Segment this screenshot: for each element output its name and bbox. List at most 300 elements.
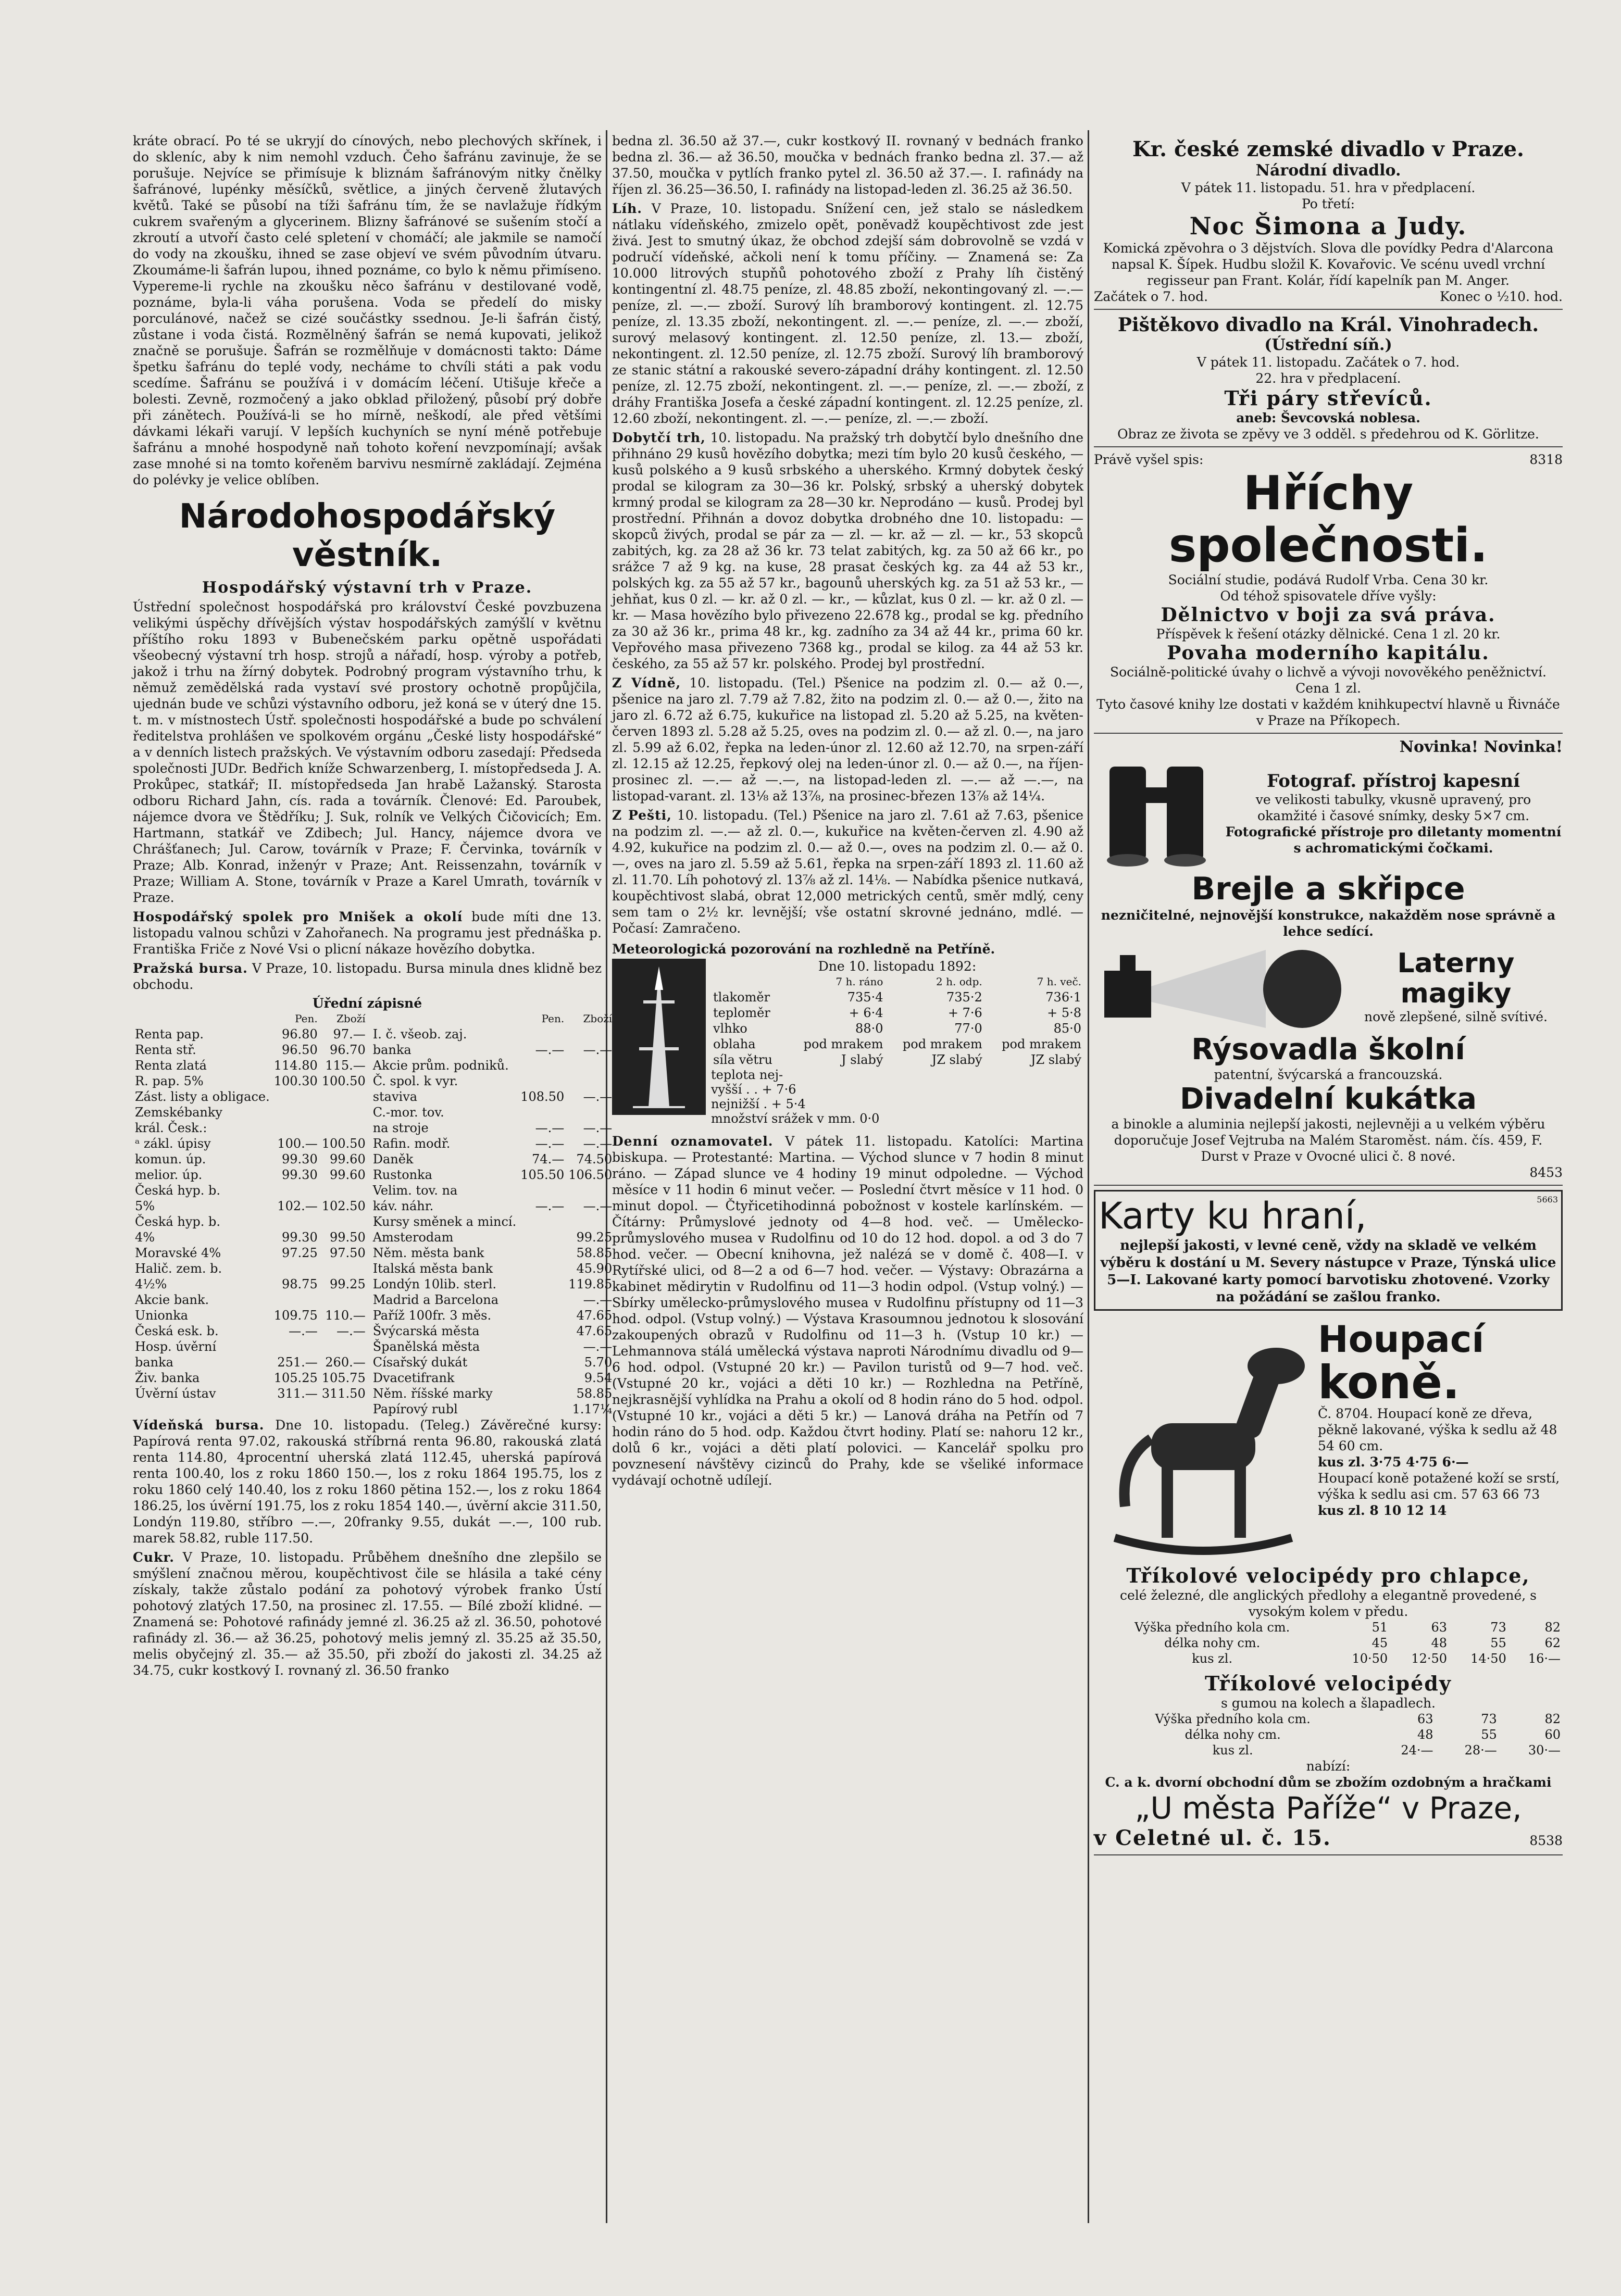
ad-subtitle: (Ústřední síň.): [1264, 336, 1392, 354]
kurs-right-cell: káv. náhr.: [372, 1199, 434, 1213]
article-cukr-cont: bedna zl. 36.50 až 37.—, cukr kostkový II. rovnaný v bednách franko bedna zl. 36.— až 36.50, moučka v bednách franko bedna zl. 37.— až 37.50, moučka v pytlích franko pytel zl. 36.50 až 37.—. I. rafinády na říjen zl. 36.25—36.50, I. rafinády na listopad-leden zl. 36.25 až 36.50.: [612, 133, 1083, 197]
kurs-right-cell: 58.85: [576, 1386, 613, 1401]
subheading-cukr: Cukr.: [133, 1550, 174, 1565]
kurs-left-cell: 99.60: [330, 1168, 366, 1182]
article-denni-text: V pátek 11. listopadu. Katolíci: Martina biskupa. — Protestanté: Martina. — Východ slunce v 7 hodin 8 minut ráno. — Západ slunce ve 4 hodiny 19 minut odpoledne. — Východ měsíce v 11 hodin 6 minut večer. — Poslední čtvrt měsíce v 11 hod. 0 minut dopol. — Čtyřicetihodinná pobožnost v kostele karlínském. — Čítárny: Průmyslové jednoty od 4—8 hod. več. — Umělecko-průmyslového musea v Rudolfinu od 10 do 12 hod. dopol. a od 3 do 7 hod. večer. — Obecní knihovna, jež nalézá se v domě č. 408—I. v Rytířské ulici, od 8—2 a od 6—7 hod. večer. — Výstavy: Obrazárna a kabinet mědirytin v Rudolfinu od 11—3 hodin odpol. (Vstup volný.) — Sbírky umělecko-průmyslového musea v Rudolfinu přístupny od 11—3 hod. odpol. (Vstup volný.) — Výstava Krasoumnou jednotou k slosování zakoupených obrazů v Rudolfinu od 11—3 h. (Vstup 10 kr.) — Lehmannova stálá umělecká výstava naproti Národnímu divadlu od 9—6 hod. odpol. (Vstupné 20 kr.) — Pavilon turistů od 9—7 hod. več. (Vstupné 20 kr., vojáci a děti 10 kr.) — Rozhledna na Petříně, nejkrasnější vyhlídka na Prahu a okolí od 8 hodin ráno do 5 hod. odpol. (Vstupné 10 kr., vojáci a děti 5 kr.) — Lanová dráha na Petřín od 7 hodin ráno do 5 hod. odp. Každou čtvrt hodiny. Platí se: nahoru 12 kr., dolů 6 kr., vojáci a děti platí polovici. — Kancelář spolku pro povznesení návštěvy cizinců do Prahy, kde se všeliké informace vydávají ochotně udílejí.: [612, 1134, 1083, 1488]
kurs-right-row: [371, 1370, 615, 1386]
kurs-left-cell: 99.50: [330, 1230, 366, 1245]
meteo-cell: vlhko: [713, 1021, 747, 1036]
ad-play-title: Noc Šimona a Judy.: [1189, 212, 1467, 240]
ad-desc-2: Houpací koně potažené koží se srstí, výška k sedlu asi cm. 57 63 66 73: [1318, 1471, 1560, 1502]
meteo-header-cell: 7 h. ráno: [836, 975, 883, 988]
meteo-cell: teploměr: [713, 1006, 770, 1020]
kurs-right-row: [371, 1245, 615, 1261]
kurs-left-cell: 105.25: [273, 1371, 318, 1385]
velociped-2-row: [1094, 1727, 1563, 1742]
kurs-right-cell: 119.85: [568, 1277, 613, 1291]
kurs-left-cell: 109.75: [273, 1308, 318, 1323]
kurs-right-row: [371, 1042, 615, 1058]
kurs-right-cell: [518, 1401, 566, 1417]
kurs-right-cell: —.—: [535, 1121, 565, 1135]
velociped-1-cell: délka nohy cm.: [1164, 1636, 1261, 1650]
ad-title: Kr. české zemské divadlo v Praze.: [1132, 137, 1524, 161]
ad-narodni-divadlo: [1094, 133, 1563, 310]
kurs-right-cell: Velim. tov. na: [372, 1183, 458, 1198]
subheading-z-pesti: Z Pešti,: [612, 808, 672, 823]
kurs-left-cell: 96.70: [330, 1043, 366, 1057]
velociped-2-row: [1094, 1742, 1563, 1758]
kurs-right-cell: 45.90: [576, 1261, 613, 1276]
ad-laterna-desc: nově zlepšené, silně svítivé.: [1364, 1009, 1548, 1024]
kurs-right-row: [371, 1292, 615, 1308]
kurs-left-cell: [320, 1292, 368, 1308]
kurs-left-cell: [320, 1183, 368, 1198]
velociped-1-cell: 82: [1544, 1620, 1561, 1635]
ad-kone-row: [1094, 1319, 1563, 1559]
ad-line: Po třetí:: [1301, 196, 1355, 211]
velociped-table-1: [1094, 1620, 1563, 1666]
kurs-right-cell: —.—: [583, 1339, 613, 1354]
kurs-left-cell: 102.50: [321, 1199, 366, 1213]
kurs-left-cell: Česká hyp. b.: [135, 1183, 220, 1198]
kurs-left-cell: melior. úp.: [135, 1168, 203, 1182]
kurs-right-cell: [518, 1245, 566, 1261]
velociped-table-2: [1094, 1711, 1563, 1758]
kurs-right-cell: —.—: [583, 1121, 613, 1135]
meteo-cell: + 7·6: [947, 1006, 982, 1020]
kurs-left-cell: R. pap. 5%: [135, 1074, 204, 1088]
article-spolek: [133, 909, 602, 957]
kurs-right-cell: [566, 1214, 614, 1229]
kurs-left-cell: 4½%: [135, 1277, 167, 1291]
ad-laterna-text: [1349, 948, 1563, 1025]
article-lih-text: V Praze, 10. listopadu. Snížení cen, jež stalo se následkem nátlaku vídeňského, zmizelo opět, poněvadž koupěchtivost zde jest živá. Jest to smutný úkaz, že obchod zdejší sám dobrovolně se vzdá v područí vídeňské, ačkoli není k tomu příčiny. — Znamená se: Za 10.000 litrových stupňů pohotového zboží z Prahy líh čistěný kontingentní zl. 48.75 peníze, zl. 48.85 zboží, nekontingovaný zl. —.— peníze, zl. —.— zboží. Surový líh bramborový kontingent. zl. 12.75 peníze, zl. 13.35 zboží, nekontingent. zl. —.— peníze, zl. —.— zboží, surový melasový kontingent. zl. 12.50 peníze, zl. 13.— zboží, nekontingent. zl. 12.50 peníze, zl. 12.75 zboží. Surový líh bramborový ze stanic státní a rakouské severo-západní dráhy kontingent. zl. 12.50 peníze, zl. 12.75 zboží, nekontingent. zl. —.— peníze, zl. —.— zboží, z dráhy Františka Josefa a české západní kontingent. zl. 12.25 peníze, zl. 12.60 zboží, nekontingent. zl. —.— peníze, zl. —.— zboží.: [612, 201, 1083, 426]
kurs-right-row: [371, 1354, 615, 1370]
velociped-1-cell: 51: [1371, 1620, 1388, 1635]
velociped-2-cell: 60: [1544, 1727, 1561, 1742]
meteo-cell: síla větru: [713, 1052, 772, 1067]
article-spolek-text: bude míti dne 13. listopadu valnou schůzi v Zahořanech. Na programu jest přednáška p. Františka Fričе z Nové Vsi o plicní nákaze hovězího dobytka.: [133, 909, 602, 957]
kurs-right-row: [371, 1401, 615, 1417]
meteo-cell: 77·0: [954, 1021, 982, 1036]
ad-line: V pátek 11. listopadu. 51. hra v předplacení.: [1181, 180, 1476, 195]
meteo-header: [711, 974, 1083, 989]
kurs-left-cell: 97.—: [333, 1027, 366, 1042]
column-2: [612, 133, 1083, 2218]
kurs-right-cell: 47.65: [576, 1324, 613, 1338]
velociped-2-cell: 24·—: [1401, 1743, 1433, 1758]
article-bursa: [133, 960, 602, 993]
kurs-right-cell: —.—: [583, 1199, 613, 1213]
kurs-right-cell: [566, 1073, 614, 1089]
kurs-left-row: [133, 1339, 368, 1354]
kurs-left-cell: [272, 1120, 320, 1136]
meteo-header-cell: 7 h. več.: [1037, 975, 1081, 988]
ad-book3-title: Povaha moderního kapitálu.: [1167, 642, 1490, 664]
kurs-right-cell: 58.85: [576, 1246, 613, 1260]
kurs-right-cell: Císařský dukát: [372, 1355, 468, 1370]
kurs-left-cell: 97.25: [282, 1246, 318, 1260]
ad-title-1: Houpací: [1318, 1318, 1485, 1361]
velociped-2-cell: Výška předního kola cm.: [1155, 1712, 1311, 1726]
kurs-left-cell: [272, 1339, 320, 1354]
velociped-2-cell: 73: [1481, 1712, 1497, 1726]
kurs-left-cell: [272, 1261, 320, 1276]
subheading-viden: Vídeňská bursa.: [133, 1417, 265, 1433]
kurs-right-cell: Č. spol. k vyr.: [372, 1074, 458, 1088]
ad-camera-row: [1094, 756, 1563, 871]
ad-karty-header: [1099, 1195, 1558, 1237]
kurs-right-cell: Rustonka: [372, 1168, 432, 1182]
velociped-1-cell: kus zl.: [1192, 1651, 1233, 1666]
velociped-2-cell: 63: [1417, 1712, 1433, 1726]
article-viden: [133, 1417, 602, 1546]
kurs-left-cell: [320, 1214, 368, 1229]
ad-number: 8538: [1529, 1833, 1563, 1848]
kurs-left-row: [133, 1276, 368, 1292]
meteo-header-cell: [711, 974, 786, 989]
kurs-right-cell: 9.54: [584, 1371, 613, 1385]
kurs-left-row: [133, 1105, 368, 1120]
article-cukr-text: V Praze, 10. listopadu. Průběhem dnešního dne zlepšilo se smýšlení značnou měrou, koupěchtivost čile se hlásila a také cény získaly, takže zůstalo podání za pohotový výrobek franko Ústí pohotový zlatých 17.50, na prosinec zl. 17.55. — Bílé zboží klidné. — Znamená se: Pohotové rafinády jemné zl. 36.25 až zl. 36.50, pohotové rafinády zl. 36.— až 36.25, pohotový melis jemný zl. 35.25 až 35.50, melis obyčejný zl. 35.— až 35.50, při zboží do jakosti zl. 34.25 až 34.75, cukr kostkový I. rovnaný zl. 36.50 franko: [133, 1550, 602, 1678]
kurs-right-cell: Londýn 10lib. sterl.: [372, 1277, 497, 1291]
meteo-table: [711, 974, 1083, 1068]
kurs-right-cell: 74.—: [532, 1152, 565, 1166]
subheading-dobytci: Dobytčí trh,: [612, 430, 706, 445]
meteo-cell: 88·0: [855, 1021, 883, 1036]
kurs-left-cell: 100.30: [273, 1074, 318, 1088]
kurs-right-cell: [518, 1026, 566, 1042]
kurs-right-row: [371, 1308, 615, 1323]
kurs-left-cell: Česká esk. b.: [135, 1324, 219, 1338]
meteo-cell: + 6·4: [849, 1006, 883, 1020]
kurs-left-cell: 96.80: [282, 1027, 318, 1042]
kurs-right-cell: Rafin. modř.: [372, 1136, 451, 1151]
kurs-left-cell: —.—: [336, 1324, 366, 1338]
kurs-left-row: [133, 1073, 368, 1089]
ad-description2: Fotografické přístroje pro diletanty momentní s achromatickými čočkami.: [1225, 824, 1562, 856]
kurs-left-row: [133, 1151, 368, 1167]
ad-shop-line: C. a k. dvorní obchodní dům se zbožím ozdobným a hračkami: [1105, 1775, 1552, 1790]
ad-pre: Právě vyšel spis:: [1094, 452, 1204, 467]
ad-book3-desc: Sociálně-politické úvahy o lichvě a vývoji novověkého peněžnictví. Cena 1 zl.: [1110, 664, 1547, 696]
kurs-right-cell: Kursy směnek a mincí.: [372, 1214, 517, 1229]
kurs-left-cell: 260.—: [325, 1355, 366, 1370]
kurs-left-cell: 115.—: [325, 1058, 366, 1073]
ad-laterna-title: Laterny magiky: [1397, 947, 1515, 1009]
velociped-1-cell: Výška předního kola cm.: [1134, 1620, 1290, 1635]
ad-start: Začátek o 7. hod.: [1094, 289, 1208, 304]
kurs-table-right: [371, 1011, 615, 1417]
kurs-right-cell: 1.17¼: [572, 1402, 613, 1416]
kurs-right-cell: 99.25: [576, 1230, 613, 1245]
kurs-right-cell: 74.50: [576, 1152, 613, 1166]
kurs-left-cell: 97.50: [330, 1246, 366, 1260]
meteo-cell: pod mrakem: [1002, 1037, 1081, 1051]
kurs-right-row: [371, 1073, 615, 1089]
velociped-1-cell: 12·50: [1411, 1651, 1448, 1666]
kurs-left-row: [133, 1386, 368, 1401]
meteo-cell: JZ slabý: [1030, 1052, 1081, 1067]
kurs-right-cell: 105.50: [520, 1168, 565, 1182]
article-denni: [612, 1133, 1083, 1488]
meteo-row: [711, 1021, 1083, 1036]
kurs-left-cell: Živ. banka: [135, 1371, 200, 1385]
velociped-1-cell: 62: [1544, 1636, 1561, 1650]
ad-book-title: Hříchy společnosti.: [1168, 466, 1488, 573]
kurs-left-cell: ᵃ zákl. úpisy: [135, 1136, 211, 1151]
kurs-right-cell: —.—: [535, 1136, 565, 1151]
kurs-right-row: [371, 1198, 615, 1214]
kurs-right-row: [371, 1136, 615, 1151]
rocking-horse-illustration: [1094, 1319, 1313, 1559]
ad-description: Komická zpěvohra o 3 dějstvích. Slova dle povídky Pedra d'Alarcona napsal K. Šípek. Hudbu složil K. Kovařovic. Ve scénu uvedl vrchní regisseur pan Frant. Kolár, řídí kapelník pan M. Anger.: [1103, 241, 1554, 288]
ad-brejle-desc: nezničitelné, nejnovější konstrukce, nakažděm nose správně a lehce sedící.: [1101, 908, 1556, 939]
kurs-right-row: [371, 1120, 615, 1136]
meteo-extra-line: nejnižší . + 5·4: [711, 1097, 806, 1111]
ad-price-1: kus zl. 3·75 4·75 6·—: [1318, 1454, 1469, 1470]
kurs-left-cell: [320, 1120, 368, 1136]
kurs-right-cell: —.—: [535, 1043, 565, 1057]
kurs-left-cell: [272, 1105, 320, 1120]
ad-number: 5663: [1537, 1195, 1558, 1205]
ad-title: Pištěkovo divadlo na Král. Vinohradech.: [1117, 314, 1539, 336]
meteo-cell: tlakoměr: [713, 990, 770, 1005]
kurs-left-cell: 99.25: [330, 1277, 366, 1291]
meteo-cell: pod mrakem: [902, 1037, 982, 1051]
kurs-right-cell: Španělská města: [372, 1339, 480, 1354]
ad-velociped-desc: celé železné, dle anglických předlohy a elegantně provedené, s vysokým kolem v předu.: [1120, 1588, 1537, 1619]
article-z-vidne-text: 10. listopadu. (Tel.) Pšenice na podzim zl. 0.— až 0.—, pšenice na jaro zl. 7.79 až 7.82, žito na podzim zl. 0.— až 0.—, žito na jaro zl. 6.72 až 6.75, kukuřice na listopad zl. 5.20 až 5.25, na květen-červen 1893 zl. 5.28 až 5.25, oves na podzim zl. 0.— až zl. 0.—, na jaro zl. 5.99 až 6.02, řepka na leden-únor zl. 12.60 až 12.70, na srpen-září zl. 12.15 až 12.25, řepkový olej na leden-únor zl. 0.— až 0.—, na říjen-prosinec zl. —.— až —.—, na listopad-leden zl. —.— až —.—, na listopad-varant. zl. 13⅛ až 13⅞, na prosinec-březen 13⅞ až 14¼.: [612, 675, 1083, 804]
kurs-left-row: [133, 1136, 368, 1151]
article-z-vidne: [612, 675, 1083, 804]
kurs-left-cell: [272, 1214, 320, 1229]
ad-brejle-title: Brejle a skřipce: [1191, 871, 1465, 907]
kurs-right-header-cell: [371, 1011, 519, 1026]
meteo-title: Meteorologická pozorování na rozhledně na Petříně.: [612, 942, 995, 957]
ad-description: nejlepší jakosti, v levné ceně, vždy na skladě ve velkém výběru k dostání u M. Severy nástupce v Praze, Týnská ulice 5—I. Lakované karty pomocí barvotisku zhotovené. Vzorky na požádání se zašlou franko.: [1100, 1238, 1556, 1305]
petrin-tower-illustration: [612, 959, 706, 1115]
kurs-left-row: [133, 1198, 368, 1214]
meteo-cell: JZ slabý: [931, 1052, 982, 1067]
magic-lantern-illustration: [1094, 939, 1344, 1033]
kurs-right-row: [371, 1261, 615, 1276]
kurs-left-row: [133, 1292, 368, 1308]
velociped-2-cell: 82: [1544, 1712, 1561, 1726]
kurs-left-cell: Úvěrní ústav: [135, 1386, 216, 1401]
ad-price-2: kus zl. 8 10 12 14: [1318, 1503, 1447, 1518]
kurs-right-cell: 5.70: [584, 1355, 613, 1370]
ad-karty: [1094, 1190, 1563, 1311]
ad-header-row: [1094, 451, 1563, 468]
velociped-1-cell: 14·50: [1470, 1651, 1506, 1666]
kurs-right-cell: —.—: [535, 1199, 565, 1213]
kurs-left-cell: 110.—: [325, 1308, 366, 1323]
kurs-left-row: [133, 1026, 368, 1042]
kurs-left-header-cell: Zboží: [336, 1012, 366, 1025]
kurs-right-row: [371, 1183, 615, 1198]
kurs-right-cell: Akcie prům. podniků.: [372, 1058, 509, 1073]
kurs-left-cell: 105.75: [321, 1371, 366, 1385]
kurs-left-row: [133, 1167, 368, 1183]
kurs-right-cell: Papírový rubl: [372, 1402, 458, 1416]
ad-book2-title: Dělnictvo v boji za svá práva.: [1161, 604, 1496, 626]
meteo-cell: J slabý: [841, 1052, 883, 1067]
meteo-block: [612, 959, 1083, 1126]
velociped-1-row: [1094, 1620, 1563, 1635]
kurs-right-cell: banka: [372, 1043, 412, 1057]
velociped-2-cell: 55: [1481, 1727, 1497, 1742]
ad-subtitle: Národní divadlo.: [1255, 161, 1401, 180]
velociped-2-cell: délka nohy cm.: [1184, 1727, 1281, 1742]
kurs-right-cell: [518, 1261, 566, 1276]
kurs-right-cell: [518, 1229, 566, 1245]
subheading-vystavni-trh: Hospodářský výstavní trh v Praze.: [202, 579, 533, 597]
velociped-1-row: [1094, 1635, 1563, 1651]
kurs-left-row: [133, 1370, 368, 1386]
ad-play-title: Tři páry střevíců.: [1224, 386, 1432, 410]
kurs-right-header: [371, 1011, 615, 1026]
kurs-left-cell: 99.30: [282, 1230, 318, 1245]
subheading-bursa: Pražská bursa.: [133, 961, 248, 976]
kurs-right-row: [371, 1105, 615, 1120]
article-dobytci-trh: [612, 430, 1083, 672]
meteo-cell: + 5·8: [1047, 1006, 1081, 1020]
ad-kukatka-title: Divadelní kukátka: [1180, 1082, 1477, 1116]
ad-kukatka-desc: a binokle a aluminia nejlepší jakosti, nejlevněji a u velkém výběru doporučuje Josef Vejtruba na Malém Staroměst. nám. čís. 459, F. Durst v Praze v Ovocné ulici č. 8 nové.: [1111, 1116, 1545, 1164]
kurs-left-cell: Hosp. úvěrní: [135, 1339, 217, 1354]
kurs-left-row: [133, 1042, 368, 1058]
kurs-right-cell: [566, 1058, 614, 1073]
velociped-1-cell: 45: [1371, 1636, 1388, 1650]
kurs-left-cell: 96.50: [282, 1043, 318, 1057]
column-3-advertisements: [1094, 133, 1563, 2218]
ad-shop-address: v Celetné ul. č. 15.: [1094, 1826, 1331, 1850]
kurs-right-cell: Daněk: [372, 1152, 414, 1166]
kurs-right-cell: [518, 1073, 566, 1089]
ad-shop-footer: [1094, 1826, 1563, 1850]
subheading-denni: Denní oznamovatel.: [612, 1134, 774, 1149]
kurs-right-cell: [518, 1292, 566, 1308]
meteo-extra-line: vyšší . . + 7·6: [711, 1082, 796, 1097]
meteo-cell: pod mrakem: [803, 1037, 883, 1051]
kurs-left-cell: Akcie bank.: [135, 1293, 209, 1307]
ad-line: V pátek 11. listopadu. Začátek o 7. hod.: [1196, 355, 1460, 370]
article-viden-text: Dne 10. listopadu. (Teleg.) Závěrečné kursy: Papírová renta 97.02, rakouská stříbrná renta 96.80, rakouská zlatá renta 114.80, 4procentní uherská zlatá 112.45, uherská papírová renta 100.40, los z roku 1860 150.—, los z roku 1864 195.75, los z roku 1860 celý 140.40, los z roku 1860 pětina 152.—, los z roku 1864 186.25, los úvěrní 191.75, los z roku 1854 140.—, úvěrní akcie 311.50, Londýn 119.80, stříbro —.—, 20franky 9.55, dukát —.—, 100 rub. marek 58.82, ruble 117.50.: [133, 1417, 602, 1546]
ad-velociped2-title: Tříkolové velocipédy: [1205, 1672, 1452, 1695]
subheading-z-vidne: Z Vídně,: [612, 675, 681, 691]
kurs-left-cell: 4%: [135, 1230, 155, 1245]
kurs-right-cell: [518, 1276, 566, 1292]
kurs-left-cell: [320, 1089, 368, 1105]
kurs-left-cell: [272, 1292, 320, 1308]
ad-title-2: koně.: [1318, 1356, 1460, 1409]
kurs-left-cell: [272, 1089, 320, 1105]
kurs-left-header-cell: [133, 1011, 272, 1026]
kurs-right-header-cell: Pen.: [541, 1012, 565, 1025]
meteo-cell: 736·1: [1045, 990, 1081, 1005]
meteo-date: Dne 10. listopadu 1892:: [818, 959, 977, 974]
meteo-data: [711, 959, 1083, 1126]
kurs-left-cell: 100.50: [321, 1074, 366, 1088]
ad-rysovadla-title: Rýsovadla školní: [1191, 1033, 1465, 1067]
velociped-2-cell: kus zl.: [1212, 1743, 1253, 1758]
ad-novinka: Novinka! Novinka!: [1399, 738, 1563, 756]
kurs-right-cell: 108.50: [520, 1089, 565, 1104]
velociped-1-cell: 10·50: [1352, 1651, 1388, 1666]
ad-camera-text: [1224, 771, 1563, 856]
ad-description: ve velikosti tabulky, vkusně upravený, pro okamžité i časové snímky, desky 5×7 cm.: [1255, 792, 1531, 823]
kurs-left-cell: banka: [135, 1355, 173, 1370]
kurs-right-cell: [518, 1308, 566, 1323]
kurs-title: Úřední zápisné: [312, 996, 422, 1011]
kurs-right-row: [371, 1089, 615, 1105]
meteo-row: [711, 989, 1083, 1005]
kurs-right-cell: [518, 1058, 566, 1073]
kurs-left-cell: Unionka: [135, 1308, 189, 1323]
meteo-cell: 735·4: [847, 990, 883, 1005]
meteo-row: [711, 1052, 1083, 1068]
kurs-left-row: [133, 1058, 368, 1073]
kurs-right-row: [371, 1167, 615, 1183]
velociped-1-cell: 63: [1431, 1620, 1448, 1635]
ad-more: Od téhož spisovatele dříve vyšly:: [1220, 588, 1437, 604]
velociped-2-row: [1094, 1711, 1563, 1727]
kurs-right-cell: [518, 1370, 566, 1386]
kurs-left-cell: Renta zlatá: [135, 1058, 207, 1073]
kurs-left-cell: 100.—: [277, 1136, 318, 1151]
kurs-left-row: [133, 1120, 368, 1136]
ad-pistekovo-divadlo: [1094, 310, 1563, 447]
velociped-2-cell: 48: [1417, 1727, 1433, 1742]
kurs-right-cell: [518, 1354, 566, 1370]
kurs-right-cell: —.—: [583, 1043, 613, 1057]
ad-number: 8453: [1529, 1165, 1563, 1180]
kurs-right-row: [371, 1229, 615, 1245]
kurs-left-cell: Zemskébanky: [135, 1105, 222, 1120]
kurs-right-cell: [518, 1323, 566, 1339]
kurs-right-cell: Dvacetifrank: [372, 1371, 455, 1385]
meteo-row: [711, 1005, 1083, 1021]
kurs-left-row: [133, 1261, 368, 1276]
kurs-right-cell: 106.50: [568, 1168, 613, 1182]
kurs-left-cell: komun. úp.: [135, 1152, 206, 1166]
ad-rysovadla-desc: patentní, švýcarská a francouzská.: [1214, 1067, 1443, 1082]
kurs-right-cell: —.—: [583, 1293, 613, 1307]
kurs-right-row: [371, 1151, 615, 1167]
kurs-right-cell: Italská města bank: [372, 1261, 493, 1276]
article-dobytci-text: 10. listopadu. Na pražský trh dobytčí bylo dnešního dne přihnáno 29 kusů hovězího dobytka; mezi tím bylo 20 kusů českého, — kusů polského a 9 kusů srbského a uherského. Krmný dobytek český prodal se kilogram za 30—36 kr. Polský, srbský a uherský dobytek krmný prodal se kilogram za 28—30 kr. Neprodáno — kusů. Prodej byl prostřední. Přihnán a dovoz dobytka drobného dne 10. listopadu: — skopců živých, prodal se pár za — zl. — kr. až — zl. — kr., 53 skopců zabitých, kg. za 28 až 36 kr. 73 telat zabitých, kg. za 50 až 66 kr., po srážce 7 až 9 kg. na kuse, 28 prasat českých kg. za 44 až 53 kr., polských kg. za 55 až 57 kr., bagounů uherských kg. za 51 až 53 kr., — jehňat, kus 0 zl. — kr. až 0 zl. — kr., — kůzlat, kus 0 zl. — kr. až 0 zl. — kr. — Masa hovězího bylo přivezeno 22.678 kg., prodal se kg. předního za 30 až 36 kr., prima 48 kr., kg. zadního za 34 až 44 kr., prima 60 kr. Vepřového masa přivezeno 7368 kg., prodal se kilog. za 44 až 53 kr. českého, za 55 až 57 kr. polského. Prodej byl prostřední.: [612, 430, 1083, 671]
article-vystavni-trh: Ústřední společnost hospodářská pro království České povzbuzena velikými úspěchy dřívějších výstav hospodářských zamýšlí v květnu příštího roku 1893 v Bubenečském parku opětně uspořádati všeobecný výstavní trh hosp. strojů a nářadí, hosp. výroby a potřeb, jakož i trhu na žírný dobytek. Podrobný program výstavního trhu, k němuž zemědělská rada vystaví své prostory ochotně propůjčila, ujednán bude ve schůzi výstavního odboru, jež koná se v úterý dne 15. t. m. v místnostech Ústř. společnosti hospodářské a bude po schválení ředitelstva prohlášen ve spolkovém orgánu „České listy hospodářské“ a v denních listech pražských. Ve výstavním odboru zasedají: Předseda společnosti JUDr. Bedřich kníže Schwarzenberg, I. místopředseda J. A. Prokůpec, statkář; II. místopředseda Jan hrabě Lažanský. Starosta odboru Richard Jahn, cís. rada a továrník. Členové: Ed. Paroubek, nájemce dvora ve Štědříku; J. Suk, rolník ve Velkých Čičovicích; Em. Hartmann, statkář ve Zdibech; Jul. Hancy, nájemce dvora ve Chrášťanech; Jul. Carow, továrník v Praze; F. Červinka, továrník v Praze; Alb. Konrad, inženýr v Praze; Ant. Reissenzahn, továrník v Praze; William A. Stone, továrník v Praze a Karel Umrath, továrník v Praze.: [133, 599, 602, 905]
kurs-right-row: [371, 1214, 615, 1229]
ad-description: Sociální studie, podává Rudolf Vrba. Cena 30 kr.: [1168, 572, 1489, 587]
kurs-left-cell: 311.—: [277, 1386, 318, 1401]
kurs-right-cell: [566, 1026, 614, 1042]
kurs-right-cell: [518, 1386, 566, 1401]
meteo-cell: oblaha: [713, 1037, 756, 1051]
kurs-left-cell: [320, 1261, 368, 1276]
velociped-2-cell: 28·—: [1464, 1743, 1497, 1758]
section-heading: Národohospodářský věstník.: [179, 497, 556, 574]
kurs-left-header: [133, 1011, 368, 1026]
kurs-left-cell: 311.50: [321, 1386, 366, 1401]
ad-times: [1094, 288, 1563, 305]
kurs-right-cell: I. č. všeob. zaj.: [372, 1027, 467, 1042]
kurs-right-cell: [566, 1105, 614, 1120]
kurs-left-cell: Halič. zem. b.: [135, 1261, 222, 1276]
article-lih: [612, 200, 1083, 426]
kurs-left-row: [133, 1245, 368, 1261]
